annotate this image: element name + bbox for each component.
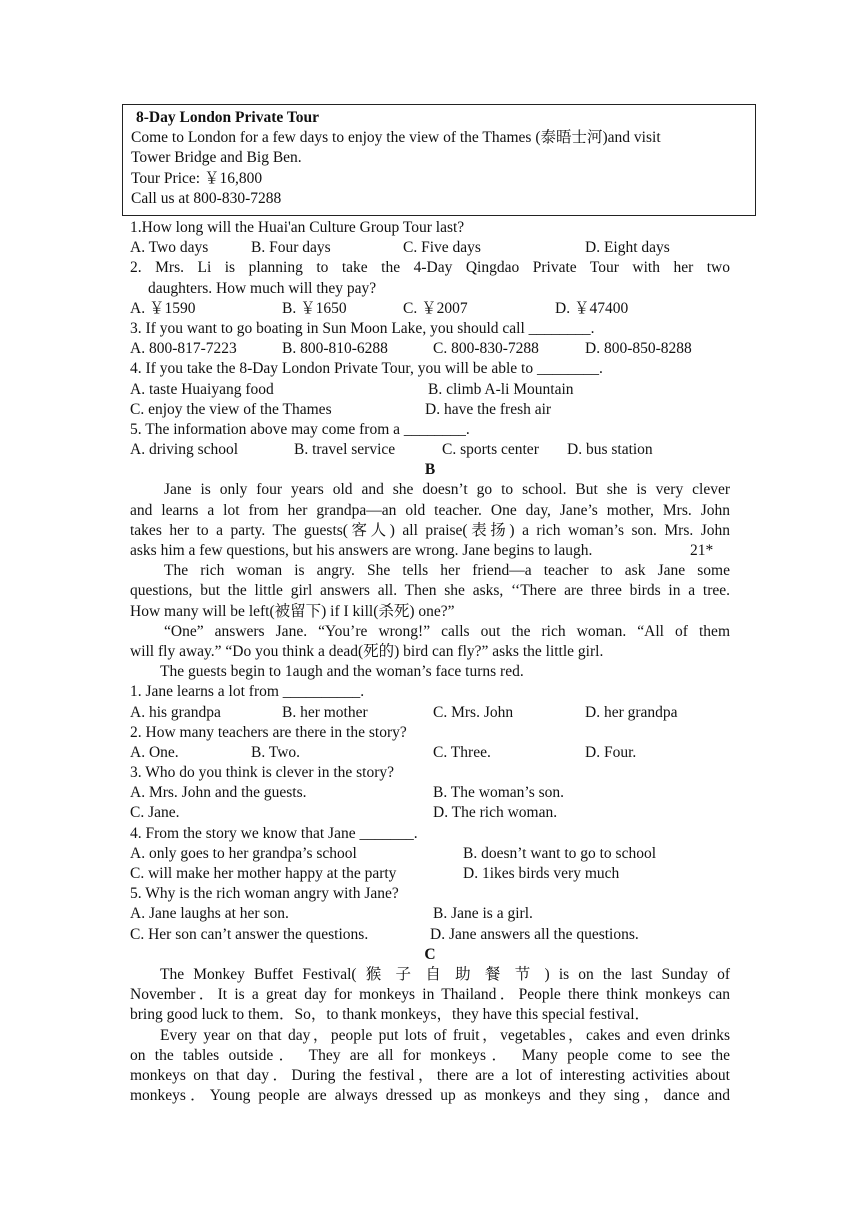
paragraph-line: on the tables outside． They are all for monkeys． Many people come to see the [130,1046,730,1064]
option: C. sports center [442,441,539,459]
paragraph-line: “One” answers Jane. “You’re wrong!” calls out the rich woman. “All of them [164,622,730,640]
paragraph-line: The rich woman is angry. She tells her friend—a teacher to ask Jane some [164,562,730,580]
question-b3-options-row-2 [130,803,730,823]
option: D. ￥47400 [555,299,629,317]
passage-b-paragraph-2 [130,561,730,622]
paragraph-line: Jane is only four years old and she doesn’t go to school. But she is very clever [164,481,730,499]
question-a5: 5. The information above may come from a ________. [130,420,470,438]
option: A. Jane laughs at her son. [130,905,289,923]
paragraph-line: asks him a few questions, but his answers are wrong. Jane begins to laugh. [130,542,593,559]
paragraph-line: The Monkey Buffet Festival( 猴 子 自 助 餐 节 ) is on the last Sunday of [160,965,730,983]
option: A. Two days [130,239,209,257]
passage-b-paragraph-3 [130,622,730,662]
option: B. doesn’t want to go to school [463,844,657,862]
option: C. Five days [403,239,481,257]
question-a1: 1.How long will the Huai'an Culture Group Tour last? [130,219,465,236]
question-a4-options-row-2 [130,400,730,420]
option: A. only goes to her grandpa’s school [130,844,357,862]
option: A. 800-817-7223 [130,340,237,358]
option: B. ￥1650 [282,299,347,317]
passage-c-paragraph-2 [130,1026,730,1107]
paragraph-line: Every year on that day，people put lots of fruit，vegetables，cakes and even drinks [160,1026,730,1044]
passage-c-paragraph-1 [130,965,730,1026]
question-b1: 1. Jane learns a lot from __________. [130,683,365,701]
option: D. Eight days [585,239,670,257]
option: B. 800-810-6288 [282,340,388,358]
question-a4-options-row-1 [130,380,730,400]
option: D. have the fresh air [425,400,552,418]
paragraph-line: monkeys on that day．During the festival，there are a lot of interesting activities about [130,1066,730,1084]
tour-phone: Call us at 800-830-7288 [131,189,282,207]
passage-b-paragraph-4: The guests begin to 1augh and the woman’s face turns red. [160,663,524,681]
page-mark: 21* [690,542,714,559]
question-b3: 3. Who do you think is clever in the story? [130,764,395,782]
paragraph-line: monkeys．Young people are always dressed up as monkeys and they sing，dance and [130,1087,730,1105]
option: C. 800-830-7288 [433,340,539,358]
document-body [130,218,730,1106]
question-b2: 2. How many teachers are there in the story? [130,723,407,741]
option: D. bus station [567,441,653,459]
question-b4-options-row-1 [130,844,730,864]
option: D. Jane answers all the questions. [430,925,639,943]
question-b5-options-row-1 [130,904,730,924]
paragraph-line: How many will be left(被留下) if I kill(杀死) one?” [130,602,455,620]
question-b2-options [130,743,730,763]
option: A. Mrs. John and the guests. [130,784,307,802]
question-b1-options [130,703,730,723]
tour-ad-box [122,104,756,216]
option: B. travel service [294,441,396,459]
question-b5-options-row-2 [130,925,730,945]
option: C. Jane. [130,804,180,822]
question-a1-options [130,238,730,258]
question-a3-options [130,339,730,359]
option: B. climb A-li Mountain [428,380,574,398]
option: C. Mrs. John [433,703,514,721]
question-a4: 4. If you take the 8-Day London Private Tour, you will be able to ________. [130,360,603,378]
option: D. Four. [585,743,637,761]
option: B. Jane is a girl. [433,905,533,923]
option: A. ￥1590 [130,299,196,317]
section-heading-b: B [424,461,436,479]
paragraph-line: November．It is a great day for monkeys in Thailand．People there think monkeys can [130,986,730,1004]
option: D. The rich woman. [433,804,558,822]
paragraph-line: takes her to a party. The guests(客人) all praise(表扬) a rich woman’s son. Mrs. John [130,521,730,539]
question-a3: 3. If you want to go boating in Sun Moon Lake, you should call ________. [130,319,595,337]
option: D. her grandpa [585,703,678,721]
option: A. taste Huaiyang food [130,380,274,398]
option: C. Three. [433,743,491,761]
question-b3-options-row-1 [130,783,730,803]
option: C. ￥2007 [403,299,468,317]
option: B. Four days [251,239,331,257]
paragraph-line: and learns a lot from her grandpa—an old teacher. One day, Jane’s mother, Mrs. John [130,501,730,519]
question-b4: 4. From the story we know that Jane _______. [130,824,418,842]
tour-description-line-2: Tower Bridge and Big Ben. [131,149,302,167]
tour-price: Tour Price: ￥16,800 [131,169,263,187]
paragraph-line: will fly away.” “Do you think a dead(死的) bird can fly?” asks the little girl. [130,642,604,660]
tour-title: 8-Day London Private Tour [136,109,320,126]
option: B. her mother [282,703,368,721]
question-a2-line-2: daughters. How much will they pay? [148,279,377,297]
paragraph-line: questions, but the little girl answers all. Then she asks, ‘‘There are three birds in a tree. [130,582,730,600]
question-b5: 5. Why is the rich woman angry with Jane? [130,885,399,903]
option: C. Her son can’t answer the questions. [130,925,369,943]
option: A. driving school [130,441,239,459]
section-heading-c: C [424,945,436,963]
question-a5-options [130,440,730,460]
tour-description-line-1: Come to London for a few days to enjoy the view of the Thames (泰晤士河)and visit [131,129,661,147]
question-a2-line-1: 2. Mrs. Li is planning to take the 4-Day Qingdao Private Tour with her two [130,259,730,277]
option: C. will make her mother happy at the party [130,865,397,882]
paragraph-line-with-mark [130,541,730,561]
option: D. 800-850-8288 [585,340,692,358]
question-b4-options-row-2 [130,864,730,884]
option: B. Two. [251,743,301,761]
option: C. enjoy the view of the Thames [130,400,332,418]
passage-b-paragraph-1 [130,480,730,561]
paragraph-line: bring good luck to them．So，to thank monkeys，they have this special festival． [130,1006,651,1024]
option: B. The woman’s son. [433,784,565,802]
question-a2-options [130,299,730,319]
option: A. his grandpa [130,703,221,721]
option: A. One. [130,743,179,761]
option: D. 1ikes birds very much [463,865,620,882]
